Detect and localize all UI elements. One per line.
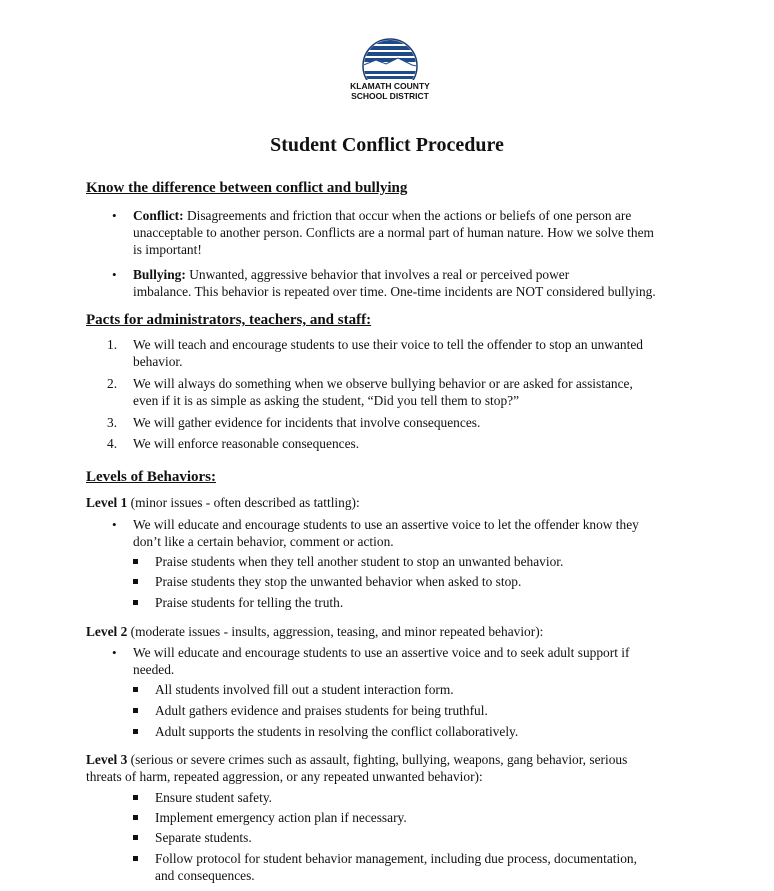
level3-sub-2: Implement emergency action plan if necessary. xyxy=(155,810,407,825)
square-bullet-icon xyxy=(133,708,138,713)
square-bullet-icon xyxy=(133,795,138,800)
level1-label: Level 1 xyxy=(86,495,128,510)
conflict-term: Conflict: xyxy=(133,208,184,223)
level3-sub-1: Ensure student safety. xyxy=(155,790,273,805)
square-bullet-icon xyxy=(133,856,138,861)
square-bullet-icon xyxy=(133,600,138,605)
pact-3-line1: We will gather evidence for incidents that involve consequences. xyxy=(133,415,481,430)
pact-4-line1: We will enforce reasonable consequences. xyxy=(133,436,360,451)
pact-number: 3. xyxy=(107,415,118,430)
section-heading-difference: Know the difference between conflict and bullying xyxy=(86,180,408,196)
logo-text-line1: KLAMATH COUNTY xyxy=(350,81,430,91)
pact-number: 1. xyxy=(107,337,118,352)
level1-sub-2: Praise students they stop the unwanted behavior when asked to stop. xyxy=(155,574,522,589)
level3-intro-line1 xyxy=(86,751,627,768)
bullet-icon: • xyxy=(112,208,117,223)
pact-1-line1: We will teach and encourage students to use their voice to tell the offender to stop an unwanted xyxy=(133,337,643,352)
square-bullet-icon xyxy=(133,559,138,564)
level3-label: Level 3 xyxy=(86,752,128,767)
level2-sub-1: All students involved fill out a student interaction form. xyxy=(155,682,454,697)
level1-sub-3: Praise students for telling the truth. xyxy=(155,595,344,610)
level2-bullet-line2: needed. xyxy=(133,662,175,677)
pact-number: 4. xyxy=(107,436,118,451)
square-bullet-icon xyxy=(133,835,138,840)
bullet-icon: • xyxy=(112,645,117,660)
bullet-icon: • xyxy=(112,267,117,282)
conflict-definition-line2: unacceptable to another person. Conflicts are a normal part of human nature. How we solve them xyxy=(133,225,654,240)
level1-intro xyxy=(86,494,360,511)
level2-bullet-line1: We will educate and encourage students to use an assertive voice and to seek adult support if xyxy=(133,645,630,660)
bullying-text-1: Unwanted, aggressive behavior that involves a real or perceived power xyxy=(189,267,570,282)
pact-number: 2. xyxy=(107,376,118,391)
level2-sub-2: Adult gathers evidence and praises students for being truthful. xyxy=(155,703,488,718)
square-bullet-icon xyxy=(133,579,138,584)
square-bullet-icon xyxy=(133,687,138,692)
level2-intro xyxy=(86,623,543,640)
pact-1-line2: behavior. xyxy=(133,354,183,369)
district-logo xyxy=(346,38,434,102)
logo-text-line2: SCHOOL DISTRICT xyxy=(351,91,429,101)
level1-desc: (minor issues - often described as tattling): xyxy=(127,495,360,510)
pact-2-line1: We will always do something when we observe bullying behavior or are asked for assistance, xyxy=(133,376,633,391)
level3-sub-3: Separate students. xyxy=(155,830,252,845)
pact-2-line2: even if it is as simple as asking the student, “Did you tell them to stop?” xyxy=(133,393,520,408)
level3-sub-4-line2: and consequences. xyxy=(155,868,255,883)
level2-sub-3: Adult supports the students in resolving the conflict collaboratively. xyxy=(155,724,519,739)
square-bullet-icon xyxy=(133,729,138,734)
section-heading-levels: Levels of Behaviors: xyxy=(86,469,216,485)
level1-bullet-line1: We will educate and encourage students to use an assertive voice to let the offender know they xyxy=(133,517,639,532)
page-title: Student Conflict Procedure xyxy=(270,134,504,156)
bullying-term: Bullying: xyxy=(133,267,186,282)
conflict-text-1: Disagreements and friction that occur when the actions or beliefs of one person are xyxy=(186,208,632,223)
bullet-icon: • xyxy=(112,517,117,532)
level3-desc-1: (serious or severe crimes such as assault, fighting, bullying, weapons, gang behavior, serious xyxy=(127,752,628,767)
level2-desc: (moderate issues - insults, aggression, teasing, and minor repeated behavior): xyxy=(127,624,544,639)
section-heading-pacts: Pacts for administrators, teachers, and staff: xyxy=(86,312,372,328)
level2-label: Level 2 xyxy=(86,624,128,639)
bullying-definition-line2: imbalance. This behavior is repeated over time. One-time incidents are NOT considered bullying. xyxy=(133,284,656,299)
conflict-definition-line1 xyxy=(133,207,631,224)
conflict-definition-line3: is important! xyxy=(133,242,202,257)
level1-bullet-line2: don’t like a certain behavior, comment or action. xyxy=(133,534,394,549)
bullying-definition-line1 xyxy=(133,266,569,283)
level3-sub-4-line1: Follow protocol for student behavior management, including due process, documentation, xyxy=(155,851,637,866)
level3-intro-line2: threats of harm, repeated aggression, or any repeated unwanted behavior): xyxy=(86,769,483,784)
level1-sub-1: Praise students when they tell another student to stop an unwanted behavior. xyxy=(155,554,564,569)
square-bullet-icon xyxy=(133,815,138,820)
